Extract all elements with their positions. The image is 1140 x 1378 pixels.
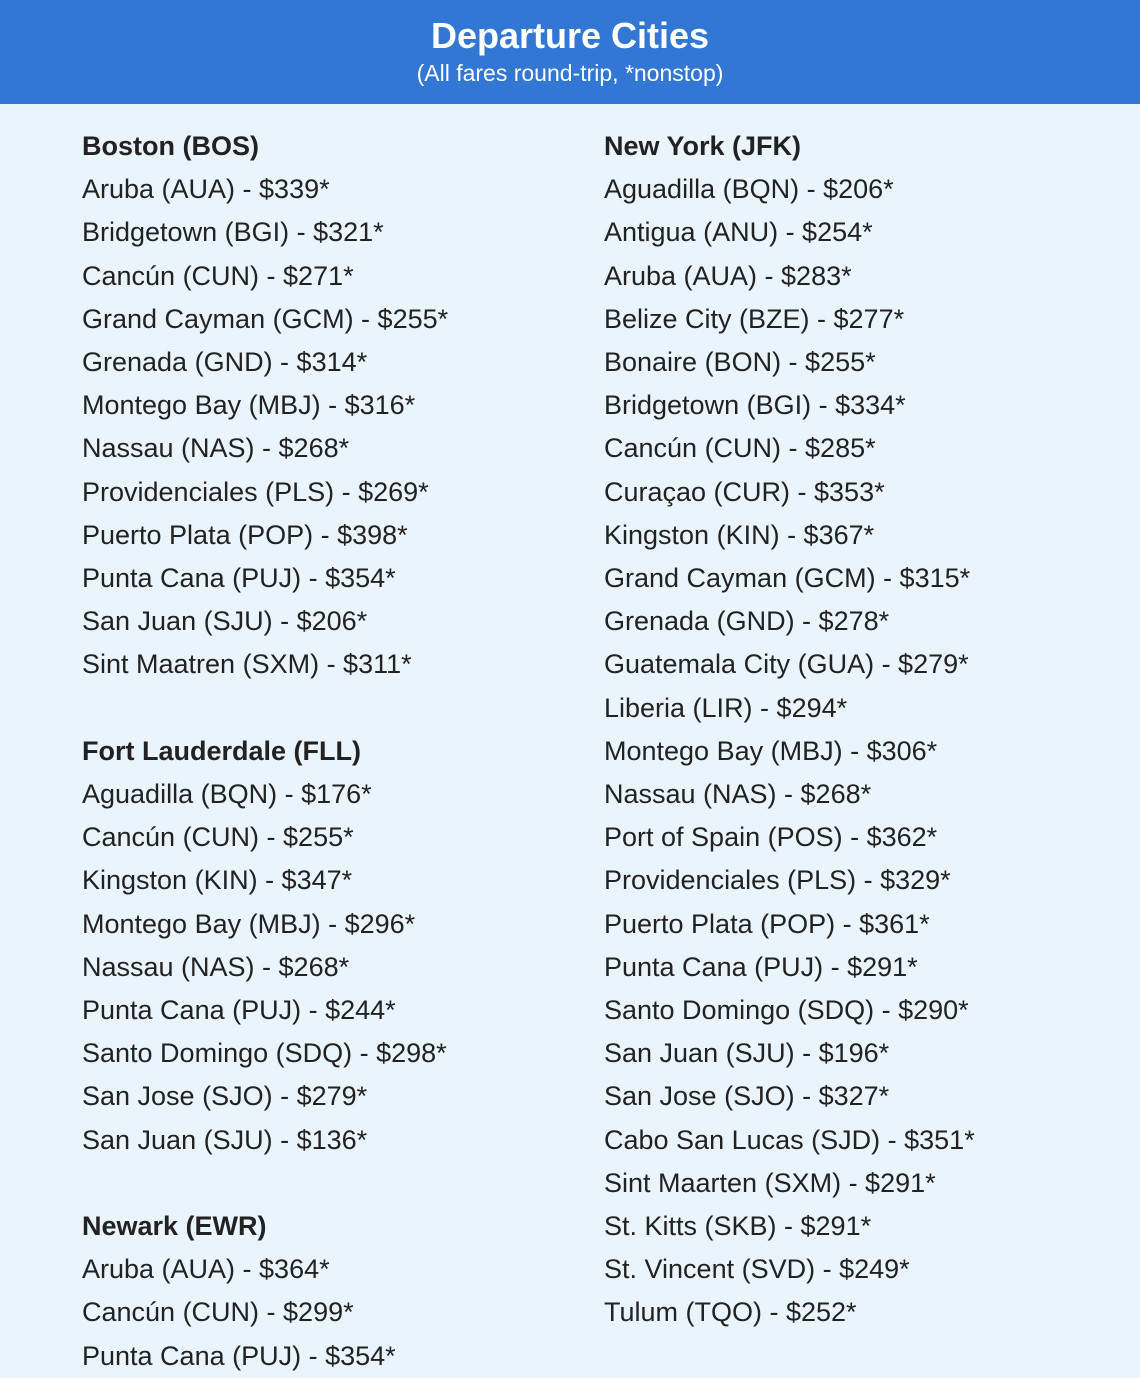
fare-list-item: Cancún (CUN) - $255*	[82, 822, 354, 853]
fare-list-item: Aguadilla (BQN) - $176*	[82, 779, 372, 810]
fare-list-item: Cancún (CUN) - $285*	[604, 433, 876, 464]
fare-list-item: Grand Cayman (GCM) - $255*	[82, 303, 449, 334]
fare-list-item: Tulum (TQO) - $252*	[604, 1297, 857, 1328]
group-spacer	[82, 687, 448, 730]
fare-list-item: Liberia (LIR) - $294*	[604, 692, 848, 723]
departure-columns	[0, 104, 1140, 1371]
fare-list-item: Antigua (ANU) - $254*	[604, 217, 873, 248]
fare-list-item: St. Kitts (SKB) - $291*	[604, 1211, 872, 1242]
fare-list-item: Aruba (AUA) - $364*	[82, 1254, 330, 1285]
fare-list-item: Kingston (KIN) - $367*	[604, 519, 875, 550]
fare-list-item: Bridgetown (BGI) - $321*	[82, 217, 384, 248]
fare-list-item: San Juan (SJU) - $196*	[604, 1038, 890, 1069]
fare-list-item: Montego Bay (MBJ) - $296*	[82, 908, 416, 939]
right-column	[604, 125, 975, 1335]
fare-list-item: Grenada (GND) - $278*	[604, 606, 890, 637]
fare-list-item: Punta Cana (PUJ) - $354*	[82, 1340, 396, 1371]
fare-list-item: Belize City (BZE) - $277*	[604, 303, 905, 334]
fare-list-item: Sint Maatren (SXM) - $311*	[82, 649, 412, 680]
fare-list-item: San Juan (SJU) - $206*	[82, 606, 368, 637]
fare-list-item: Nassau (NAS) - $268*	[82, 951, 350, 982]
group-spacer	[82, 1162, 448, 1205]
departure-city-heading: New York (JFK)	[604, 131, 802, 161]
fare-list-item: Santo Domingo (SDQ) - $290*	[604, 995, 969, 1026]
fare-list-item: Guatemala City (GUA) - $279*	[604, 649, 969, 680]
fare-list-item: Providenciales (PLS) - $269*	[82, 476, 429, 507]
fare-list-item: Cancún (CUN) - $299*	[82, 1297, 354, 1328]
fare-list-item: Punta Cana (PUJ) - $354*	[82, 563, 396, 594]
fare-list-item: Montego Bay (MBJ) - $316*	[82, 390, 416, 421]
page-subtitle: (All fares round-trip, *nonstop)	[416, 60, 724, 86]
left-column	[82, 125, 448, 1378]
fare-list-item: Kingston (KIN) - $347*	[82, 865, 353, 896]
fare-list-item: Aruba (AUA) - $283*	[604, 260, 852, 291]
fare-list-item: Grenada (GND) - $314*	[82, 347, 368, 378]
fare-list-item: Aruba (AUA) - $339*	[82, 174, 330, 205]
fare-list-item: San Jose (SJO) - $327*	[604, 1081, 890, 1112]
page-title: Departure Cities	[430, 15, 710, 56]
departure-city-heading: Newark (EWR)	[82, 1211, 267, 1242]
fare-list-item: Punta Cana (PUJ) - $244*	[82, 995, 396, 1026]
fare-list-item: St. Vincent (SVD) - $249*	[604, 1254, 910, 1285]
fare-list-item: Grand Cayman (GCM) - $315*	[604, 563, 971, 594]
fare-list-item: Nassau (NAS) - $268*	[82, 433, 350, 464]
fare-list-item: Aguadilla (BQN) - $206*	[604, 174, 894, 205]
fare-list-item: Cabo San Lucas (SJD) - $351*	[604, 1124, 975, 1155]
fare-list-item: Cancún (CUN) - $271*	[82, 260, 354, 291]
fare-list-item: Bonaire (BON) - $255*	[604, 347, 876, 378]
fare-list-item: Punta Cana (PUJ) - $291*	[604, 951, 918, 982]
fare-list-item: Santo Domingo (SDQ) - $298*	[82, 1038, 447, 1069]
fare-list-item: San Jose (SJO) - $279*	[82, 1081, 368, 1112]
fare-list-item: Puerto Plata (POP) - $398*	[82, 519, 408, 550]
fare-list-item: Curaçao (CUR) - $353*	[604, 476, 885, 507]
fare-list-item: Sint Maarten (SXM) - $291*	[604, 1167, 936, 1198]
fare-list-item: Montego Bay (MBJ) - $306*	[604, 735, 938, 766]
departure-city-heading: Fort Lauderdale (FLL)	[82, 735, 361, 766]
fare-list-item: Nassau (NAS) - $268*	[604, 779, 872, 810]
fare-list-item: Puerto Plata (POP) - $361*	[604, 908, 930, 939]
departure-city-heading: Boston (BOS)	[82, 131, 259, 161]
fare-list-item: Bridgetown (BGI) - $334*	[604, 390, 906, 421]
fare-list-item: Port of Spain (POS) - $362*	[604, 822, 938, 853]
fare-list-item: San Juan (SJU) - $136*	[82, 1124, 368, 1155]
page-header	[0, 0, 1140, 104]
fare-list-item: Providenciales (PLS) - $329*	[604, 865, 951, 896]
